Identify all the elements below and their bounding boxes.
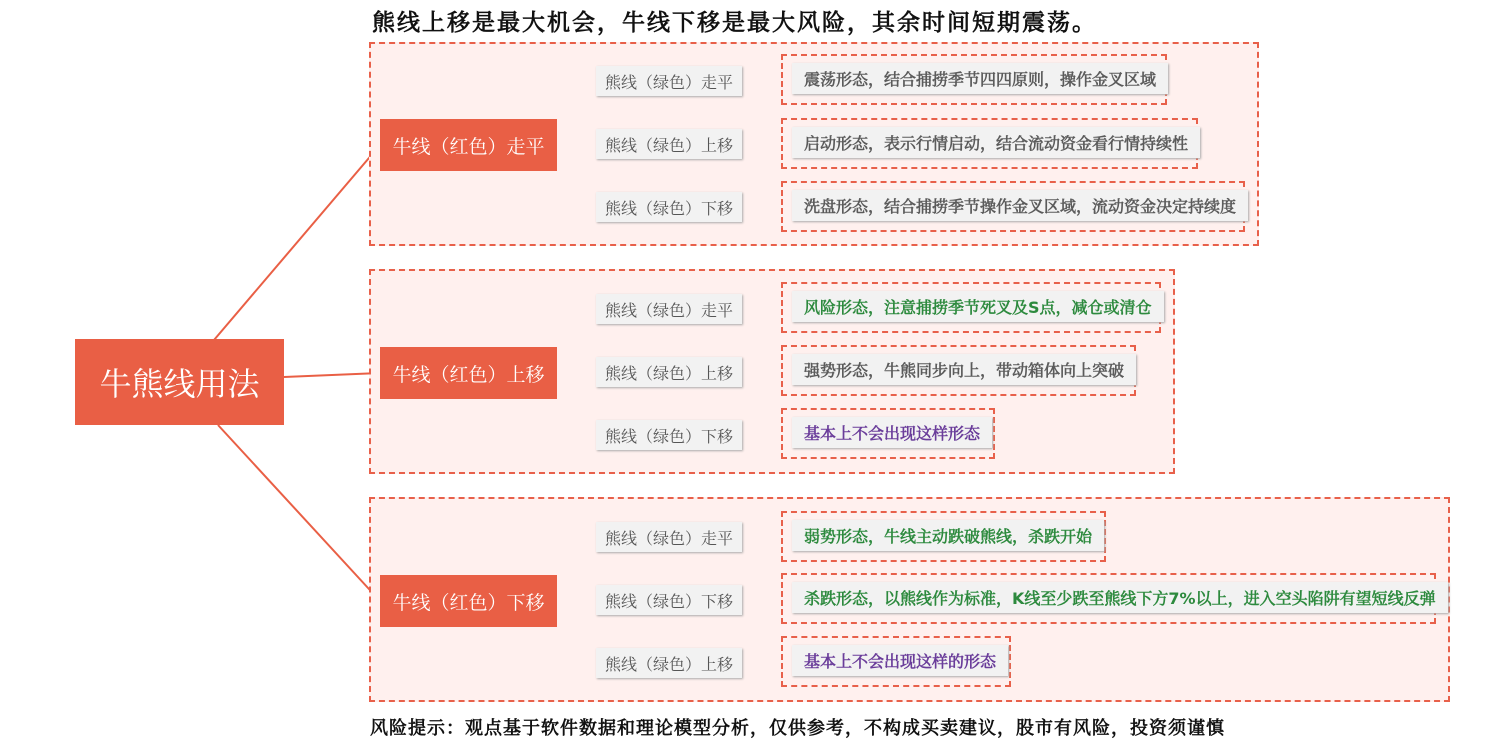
group-2-cond-1: 熊线（绿色）走平 [596, 294, 742, 324]
group-2-result-1: 风险形态，注意捕捞季节死叉及S点，减仓或清仓 [792, 291, 1164, 322]
connector-root-group-3 [218, 425, 380, 601]
group-2-result-box-3 [781, 408, 995, 459]
group-1-cond-1: 熊线（绿色）走平 [596, 66, 742, 96]
group-2-cond-2: 熊线（绿色）上移 [596, 357, 742, 387]
group-1-cond-2: 熊线（绿色）上移 [596, 129, 742, 159]
group-2-result-2: 强势形态，牛熊同步向上，带动箱体向上突破 [792, 354, 1136, 385]
connector-root-group-1 [214, 145, 380, 340]
root-node: 牛熊线用法 [75, 339, 284, 425]
group-3-cond-3: 熊线（绿色）上移 [596, 648, 742, 678]
group-3-result-2: 杀跌形态，以熊线作为标准，K线至少跌至熊线下方7%以上，进入空头陷阱有望短线反弹 [792, 582, 1448, 613]
group-1-result-1: 震荡形态，结合捕捞季节四四原则，操作金叉区域 [792, 63, 1168, 94]
group-3-label: 牛线（红色）下移 [380, 575, 557, 627]
group-3-cond-2: 熊线（绿色）下移 [596, 585, 742, 615]
risk-disclaimer: 风险提示：观点基于软件数据和理论模型分析，仅供参考，不构成买卖建议，股市有风险，投资须谨慎 [370, 718, 1225, 739]
group-1-cond-3: 熊线（绿色）下移 [596, 192, 742, 222]
group-3-result-box-1 [781, 511, 1106, 562]
group-3-result-box-2 [781, 573, 1436, 624]
group-3-result-3: 基本上不会出现这样的形态 [792, 645, 1008, 676]
group-1-label: 牛线（红色）走平 [380, 119, 557, 171]
group-3-result-1: 弱势形态，牛线主动跌破熊线，杀跌开始 [792, 520, 1104, 551]
group-1-result-box-2 [781, 118, 1198, 169]
group-2-label: 牛线（红色）上移 [380, 347, 557, 399]
connector-root-group-2 [284, 373, 380, 377]
group-1-result-3: 洗盘形态，结合捕捞季节操作金叉区域，流动资金决定持续度 [792, 190, 1248, 221]
group-1-result-box-1 [781, 54, 1167, 105]
group-1-result-box-3 [781, 181, 1245, 232]
group-2-result-box-2 [781, 345, 1136, 396]
group-3-cond-1: 熊线（绿色）走平 [596, 522, 742, 552]
group-2-result-3: 基本上不会出现这样形态 [792, 417, 992, 448]
group-1-result-2: 启动形态，表示行情启动，结合流动资金看行情持续性 [792, 127, 1200, 158]
group-2-cond-3: 熊线（绿色）下移 [596, 420, 742, 450]
group-2-result-box-1 [781, 282, 1161, 333]
group-3-result-box-3 [781, 636, 1011, 687]
diagram-title: 熊线上移是最大机会，牛线下移是最大风险，其余时间短期震荡。 [372, 9, 1097, 36]
